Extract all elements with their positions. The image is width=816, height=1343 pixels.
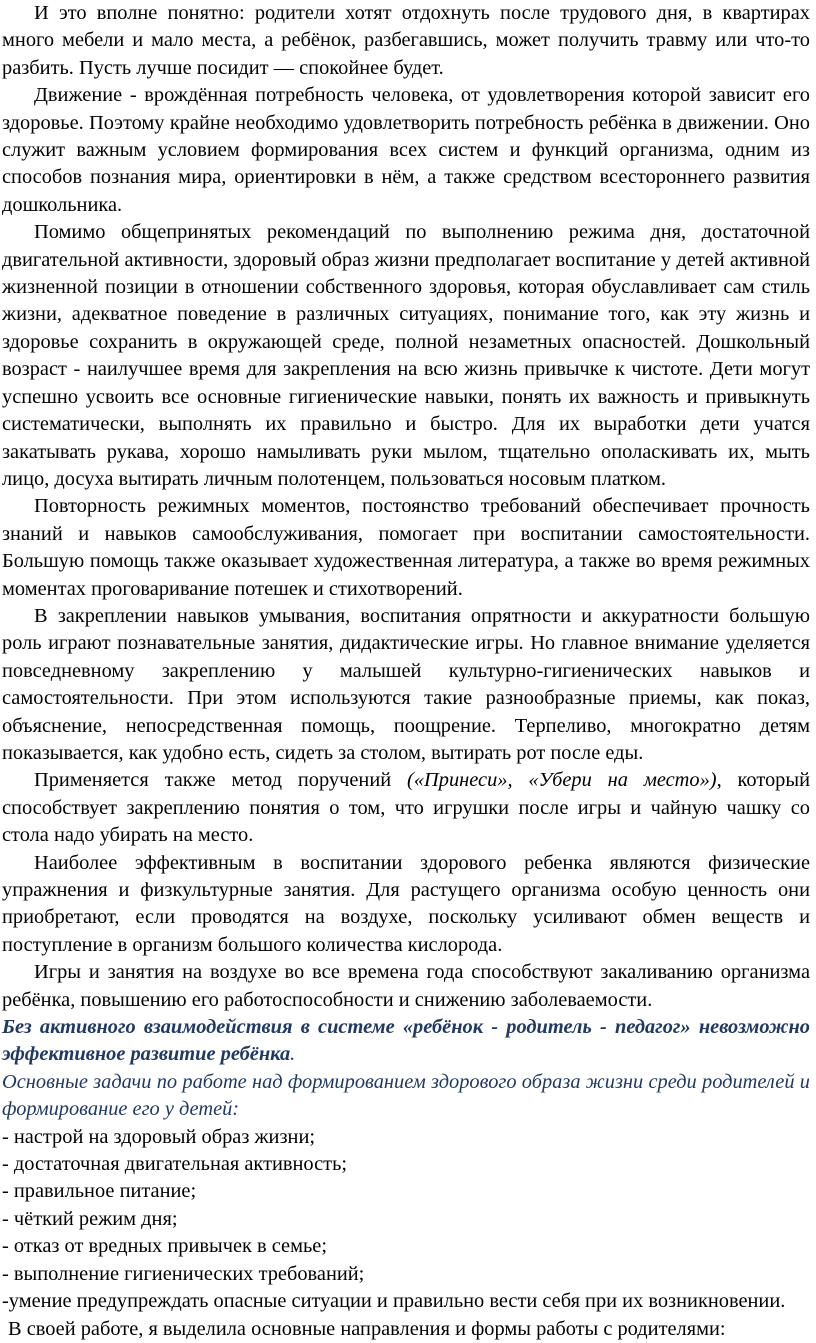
paragraph-4: Повторность режимных моментов, постоянство требований обеспечивает прочность знаний и навыков самообслуживания, помогает при воспитании самостоятельности. Большую помощь также оказывает художественная литература, а также во время режимных моментах проговаривание потешек и стихотворений. (2, 495, 810, 600)
list-item: -умение предупреждать опасные ситуации и правильно вести себя при их возникновении. (2, 1290, 786, 1313)
paragraph-3: Помимо общепринятых рекомендаций по выполнению режима дня, достаточной двигательной активности, здоровый образ жизни предполагает воспитание у детей активной жизненной позиции в отношении собственного здоровья, которая обуславливает сам стиль жизни, адекватное поведение в различных ситуациях, понимание того, как эту жизнь и здоровье сохранить в окружающей среде, полной незаметных опасностей. Дошкольный возраст - наилучшее время для закрепления на всю жизнь привычке к чистоте. Дети могут успешно усвоить все основные гигиенические навыки, понять их важность и привыкнуть систематически, выполнять их правильно и быстро. Для их выработки дети учатся закатывать рукава, хорошо намыливать руки мылом, тщательно ополаскивать их, мыть лицо, досуха вытирать личным полотенцем, пользоваться носовым платком. (2, 221, 810, 490)
paragraph-6-italic: («Принеси», «Убери на место») (407, 769, 717, 792)
paragraph-6-after: , который способствует закреплению понятия о том, что игрушки после игры и чайную чашку со стола надо убирать на место. (2, 769, 810, 847)
highlight-bold-text: Без активного взаимодействия в системе «ребёнок - родитель - педагог» невозможно эффективное развитие ребёнка (2, 1016, 810, 1066)
tasks-list (2, 1124, 810, 1316)
paragraph-2: Движение - врождённая потребность человека, от удовлетворения которой зависит его здоровье. Поэтому крайне необходимо удовлетворить потребность ребёнка в движении. Оно служит важным условием формирования всех систем и функций организма, одним из способов познания мира, ориентировки в нём, а также средством всестороннего развития дошкольника. (2, 84, 810, 216)
paragraph-6-before: Применяется также метод поручений (34, 769, 408, 792)
highlight-period: . (290, 1043, 296, 1066)
list-item: - отказ от вредных привычек в семье; (2, 1235, 327, 1258)
list-item: - выполнение гигиенических требований; (2, 1262, 365, 1285)
paragraph-8: Игры и занятия на воздухе во все времена года способствуют закаливанию организма ребёнка, повышению его работоспособности и снижению заболеваемости. (2, 961, 810, 1011)
paragraph-5: В закреплении навыков умывания, воспитания опрятности и аккуратности большую роль играют познавательные занятия, дидактические игры. Но главное внимание уделяется повседневному закреплению у малышей культурно-гигиенических навыков и самостоятельности. При этом используются такие разнообразные приемы, как показ, объяснение, непосредственная помощь, поощрение. Терпеливо, многократно детям показывается, как удобно есть, сидеть за столом, вытирать рот после еды. (2, 604, 810, 764)
paragraph-7: Наиболее эффективным в воспитании здорового ребенка являются физические упражнения и физкультурные занятия. Для растущего организма особую ценность они приобретают, если проводятся на воздухе, поскольку усиливают обмен веществ и поступление в организм большого количества кислорода. (2, 851, 810, 956)
closing-line: В своей работе, я выделила основные направления и формы работы с родителями: (8, 1317, 726, 1340)
list-item: - чёткий режим дня; (2, 1207, 178, 1230)
list-item: - настрой на здоровый образ жизни; (2, 1125, 316, 1148)
highlight-statement (2, 1014, 810, 1069)
paragraph-1: И это вполне понятно: родители хотят отдохнуть после трудового дня, в квартирах много мебели и мало места, а ребёнок, разбегавшись, может получить травму или что-то разбить. Пусть лучше посидит — спокойнее будет. (2, 2, 810, 79)
paragraph-6 (2, 767, 810, 849)
tasks-heading: Основные задачи по работе над формированием здорового образа жизни среди родителей и формирование его у детей: (2, 1070, 810, 1121)
list-item: - правильное питание; (2, 1180, 197, 1203)
list-item: - достаточная двигательная активность; (2, 1153, 348, 1176)
